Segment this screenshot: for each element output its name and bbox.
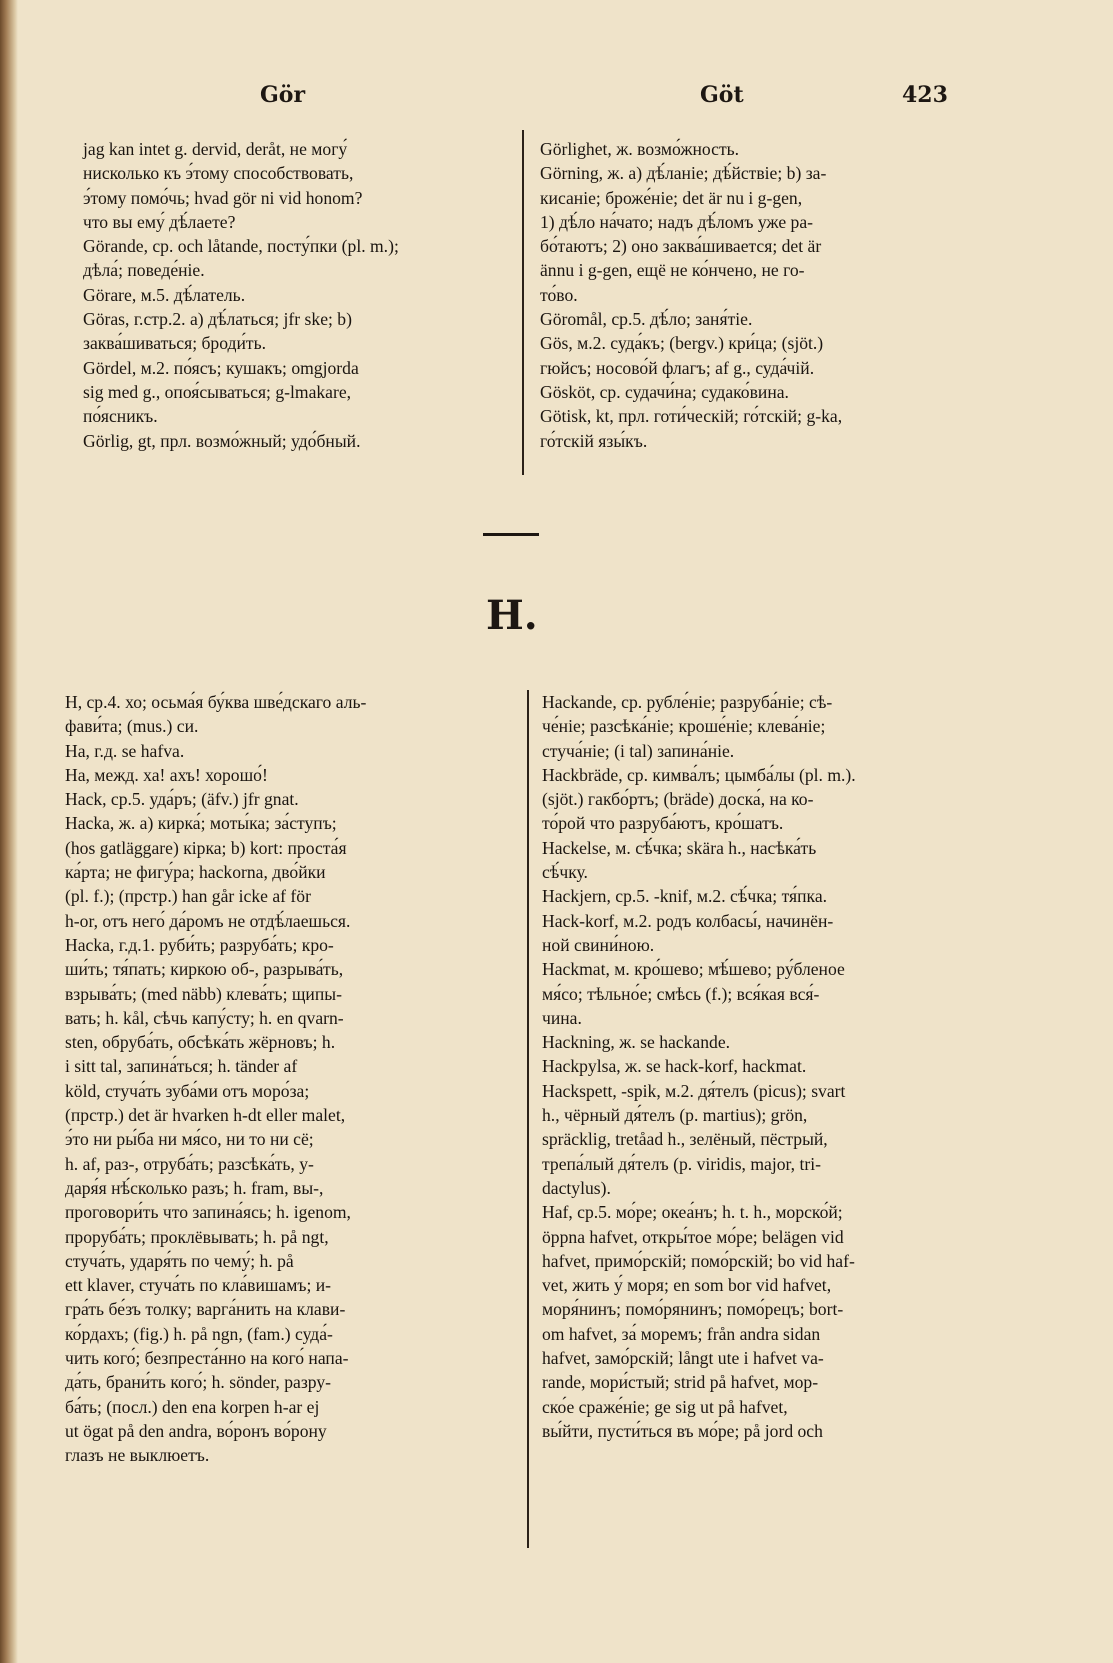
dictionary-line: köld, стуча́ть зуба́ми отъ моро́за; — [65, 1080, 310, 1101]
dictionary-line: Hacka, ж. а) кирка́; моты́ка; за́ступъ; — [65, 813, 337, 834]
section1-right-column — [540, 137, 976, 453]
dictionary-line: бо́таютъ; 2) оно заква́шивается; det är — [540, 236, 822, 257]
dictionary-line: ut ögat på den andra, во́ронъ во́рону — [65, 1420, 327, 1441]
dictionary-line: ско́е сраже́ніе; ge sig ut på hafvet, — [542, 1396, 788, 1417]
dictionary-line: h. af, раз-, отруба́ть; разсѣка́ть, у- — [65, 1153, 314, 1174]
column-divider — [522, 130, 524, 475]
dictionary-line: чина. — [542, 1007, 582, 1028]
dictionary-line: гюйсъ; носово́й флагъ; af g., суда́чій. — [540, 357, 815, 378]
dictionary-line: h., чёрный дя́телъ (p. martius); grön, — [542, 1105, 808, 1126]
dictionary-line: Haf, ср.5. мо́ре; океа́нъ; h. t. h., морско́й; — [542, 1202, 843, 1223]
dictionary-line: spräcklig, tretåad h., зелёный, пёстрый, — [542, 1129, 828, 1150]
dictionary-line: rande, мори́стый; strid på hafvet, мор- — [542, 1372, 819, 1393]
dictionary-line: го́тскій язы́къ. — [540, 430, 648, 451]
dictionary-line: (hos gatläggare) кірка; b) kort: проста́я — [65, 837, 347, 858]
dictionary-line: (pl. f.); (прстр.) han går icke af för — [65, 886, 311, 907]
dictionary-line: 1) дѣ́ло на́чато; надъ дѣ́ломъ уже ра- — [540, 211, 814, 232]
dictionary-line: i sitt tal, запина́ться; h. tänder af — [65, 1056, 298, 1077]
dictionary-line: то́рой что разруба́ютъ, кро́шатъ. — [542, 813, 784, 834]
dictionary-line: Hackning, ж. se hackande. — [542, 1032, 731, 1053]
dictionary-line: трепа́лый дя́телъ (p. viridis, major, tri- — [542, 1153, 821, 1174]
dictionary-line: даря́я нѣ́сколько разъ; h. fram, вы-, — [65, 1177, 324, 1198]
dictionary-line: то́во. — [540, 284, 578, 305]
dictionary-line: ко́рдахъ; (fig.) h. på ngn, (fam.) суда́- — [65, 1323, 333, 1344]
dictionary-line: мя́со; тѣльно́е; смѣсь (f.); вся́кая вся́- — [542, 983, 820, 1004]
dictionary-line: взрыва́ть; (med näbb) клева́ть; щипы- — [65, 983, 342, 1004]
dictionary-line: öppna hafvet, откры́тое мо́ре; belägen vid — [542, 1226, 844, 1247]
dictionary-line: Gördel, м.2. по́ясъ; кушакъ; omgjorda — [83, 357, 359, 378]
dictionary-line: Gös, м.2. суда́къ; (bergv.) кри́ца; (sjöt.) — [540, 333, 824, 354]
book-spine-shadow — [0, 0, 18, 1663]
dictionary-line: фави́та; (mus.) си. — [65, 716, 199, 737]
dictionary-line: ка́рта; не фигу́ра; hackorna, дво́йки — [65, 862, 326, 883]
dictionary-line: стуча́ть, ударя́ть по чему́; h. på — [65, 1250, 294, 1271]
dictionary-line: Görare, м.5. дѣ́латель. — [83, 284, 246, 305]
dictionary-line: кисаніе; броже́ніе; det är nu i g-gen, — [540, 187, 803, 208]
dictionary-line: вы́йти, пусти́ться въ мо́ре; på jord och — [542, 1420, 823, 1441]
section-separator-rule — [483, 533, 539, 536]
dictionary-line: Hackjern, ср.5. -knif, м.2. сѣ́чка; тя́пка. — [542, 886, 828, 907]
dictionary-line: Görlig, gt, прл. возмо́жный; удо́бный. — [83, 430, 361, 451]
dictionary-line: ной свини́ною. — [542, 934, 655, 955]
section2-right-column — [542, 690, 978, 1443]
dictionary-line: (прстр.) det är hvarken h-dt eller malet, — [65, 1105, 346, 1126]
dictionary-line: стуча́ніе; (i tal) запина́ніе. — [542, 740, 735, 761]
dictionary-line: Hacka, г.д.1. руби́ть; разруба́ть; кро- — [65, 934, 334, 955]
page-header — [70, 82, 1070, 122]
dictionary-line: Hackelse, м. сѣ́чка; skära h., насѣка́ть — [542, 837, 817, 858]
dictionary-line: Hackmat, м. кро́шево; мѣ́шево; ру́бленое — [542, 959, 845, 980]
letter-heading: H. — [486, 592, 538, 639]
dictionary-line: сѣ́чку. — [542, 862, 588, 883]
dictionary-line: э́то ни ры́ба ни мя́со, ни то ни сё; — [65, 1129, 314, 1150]
dictionary-line: hafvet, примо́рскій; помо́рскій; bo vid haf- — [542, 1250, 855, 1271]
header-left-guideword: Gör — [260, 82, 306, 108]
dictionary-line: Hackbräde, ср. кимва́лъ; цымба́лы (pl. m.). — [542, 764, 856, 785]
dictionary-line: чить кого́; безпреста́нно на кого́ напа- — [65, 1348, 349, 1369]
dictionary-line: глазъ не выклюетъ. — [65, 1445, 210, 1466]
dictionary-line: H, ср.4. хо; осьма́я бу́ква шве́дскаго аль- — [65, 692, 367, 712]
dictionary-line: Hackspett, -spik, м.2. дя́телъ (picus); svart — [542, 1080, 846, 1101]
dictionary-line: дѣла́; поведе́ніе. — [83, 260, 205, 281]
dictionary-line: hafvet, замо́рскій; långt ute i hafvet va- — [542, 1348, 824, 1369]
dictionary-line: что вы ему́ дѣ́лаете? — [83, 211, 236, 232]
dictionary-line: vet, жить у́ моря; en som bor vid hafvet, — [542, 1275, 832, 1296]
dictionary-line: проруба́ть; проклёвывать; h. på ngt, — [65, 1226, 329, 1247]
dictionary-line: jag kan intet g. dervid, deråt, не могу́ — [83, 139, 348, 159]
dictionary-line: Görlighet, ж. возмо́жность. — [540, 139, 740, 159]
header-right-guideword: Göt — [700, 82, 744, 108]
dictionary-line: да́ть, брани́ть кого́; h. sönder, разру- — [65, 1372, 331, 1393]
section2-left-column — [65, 690, 516, 1468]
section1-left-column — [83, 137, 516, 453]
dictionary-line: dactylus). — [542, 1177, 611, 1198]
page-number: 423 — [902, 82, 948, 108]
dictionary-line: вать; h. kål, сѣчь капу́сту; h. en qvarn- — [65, 1007, 344, 1028]
dictionary-line: ба́ть; (посл.) den ena korpen h-ar ej — [65, 1396, 320, 1417]
dictionary-line: ши́ть; тя́пать; киркою об-, разрыва́ть, — [65, 959, 344, 980]
dictionary-line: по́ясникъ. — [83, 406, 158, 427]
dictionary-line: Hackande, ср. рубле́ніе; разруба́ніе; сѣ- — [542, 692, 833, 712]
dictionary-line: Ha, г.д. se hafva. — [65, 740, 185, 761]
dictionary-line: Göras, г.стр.2. а) дѣ́латься; jfr ske; b) — [83, 309, 352, 330]
dictionary-line: Göromål, ср.5. дѣ́ло; заня́тіе. — [540, 309, 753, 330]
dictionary-line: заква́шиваться; броди́ть. — [83, 333, 266, 354]
dictionary-line: sten, обруба́ть, обсѣка́ть жёрновъ; h. — [65, 1032, 336, 1053]
dictionary-line: Görande, ср. och låtande, посту́пки (pl. m.); — [83, 236, 399, 257]
dictionary-line: Hack-korf, м.2. родъ колбасы́, начинён- — [542, 910, 834, 931]
dictionary-line: Görning, ж. а) дѣ́ланіе; дѣ́йствіе; b) за- — [540, 163, 827, 184]
dictionary-line: гра́ть бе́зъ толку; варга́нить на клави- — [65, 1299, 346, 1320]
dictionary-line: моря́нинъ; помо́рянинъ; помо́рецъ; bort- — [542, 1299, 844, 1320]
dictionary-line: проговори́ть что запина́ясь; h. igenom, — [65, 1202, 351, 1223]
dictionary-line: om hafvet, за́ моремъ; från andra sidan — [542, 1323, 821, 1344]
dictionary-line: (sjöt.) гакбо́ртъ; (bräde) доска́, на ко- — [542, 789, 814, 810]
dictionary-line: sig med g., опоя́сываться; g-lmakare, — [83, 381, 352, 402]
dictionary-line: Hackpylsa, ж. se hack-korf, hackmat. — [542, 1056, 807, 1077]
dictionary-line: э́тому помо́чь; hvad gör ni vid honom? — [83, 187, 363, 208]
dictionary-line: h-or, отъ него́ да́ромъ не отдѣ́лаешься. — [65, 910, 351, 931]
dictionary-line: нисколько къ э́тому способствовать, — [83, 163, 354, 184]
dictionary-line: Hack, ср.5. уда́ръ; (äfv.) jfr gnat. — [65, 789, 299, 810]
dictionary-line: Götisk, kt, прл. готи́ческій; го́тскій; g-ka, — [540, 406, 843, 427]
dictionary-line: Gösköt, ср. судачи́на; судако́вина. — [540, 381, 789, 402]
dictionary-line: ett klaver, стуча́ть по кла́вишамъ; и- — [65, 1275, 332, 1296]
dictionary-line: Ha, межд. ха! ахъ! хорошо́! — [65, 764, 268, 785]
dictionary-line: ännu i g-gen, ещё не ко́нчено, не го- — [540, 260, 805, 281]
column-divider — [527, 690, 529, 1548]
dictionary-line: че́ніе; разсѣка́ніе; кроше́ніе; клева́ніе; — [542, 716, 826, 737]
